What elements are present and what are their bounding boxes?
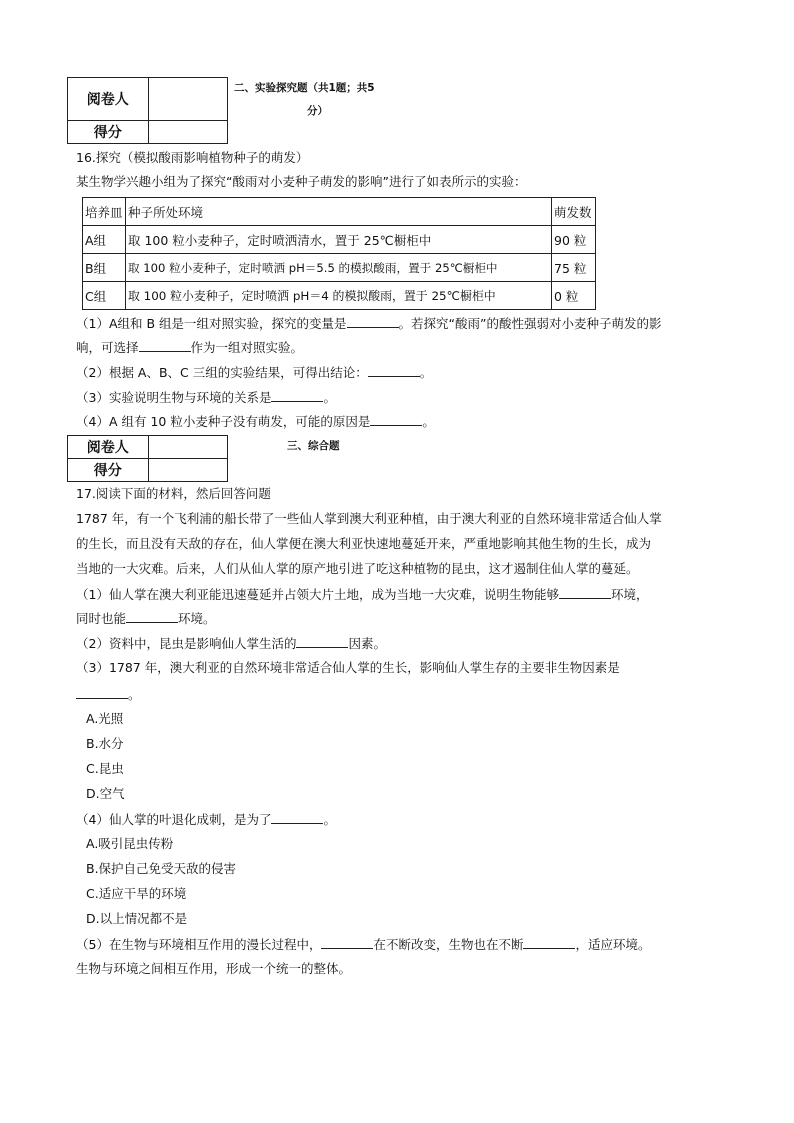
table-cell: 0 粒 bbox=[552, 282, 596, 310]
q16-intro: 某生物学兴趣小组为了探究“酸雨对小麦种子萌发的影响”进行了如表所示的实验： bbox=[76, 174, 527, 189]
q16-sub3 bbox=[76, 389, 336, 406]
q17-sub5-line2: 生物与环境之间相互作用，形成一个统一的整体。 bbox=[76, 961, 352, 976]
section-title-2 bbox=[234, 77, 414, 123]
answer-blank[interactable] bbox=[347, 315, 399, 328]
answer-blank[interactable] bbox=[271, 811, 323, 824]
q16-sub1-text-b: 。若探究“酸雨”的酸性强弱对小麦种子萌发的影 bbox=[398, 316, 662, 331]
q16-sub1-line2 bbox=[76, 339, 303, 356]
grader-label: 阅卷人 bbox=[68, 436, 149, 459]
answer-blank[interactable] bbox=[271, 389, 323, 402]
score-label: 得分 bbox=[68, 121, 149, 144]
q17-sub1-text-c: 同时也能 bbox=[76, 611, 127, 626]
q17-passage-line1: 1787 年，有一个飞利浦的船长带了一些仙人掌到澳大利亚种植，由于澳大利亚的自然环境非常适合仙人掌 bbox=[76, 511, 662, 526]
q17-sub1-text-d: 环境。 bbox=[178, 611, 216, 626]
q16-sub1-text-a: （1）A组和 B 组是一组对照实验，探究的变量是 bbox=[76, 316, 347, 331]
table-header-cell: 种子所处环境 bbox=[126, 198, 552, 226]
answer-blank[interactable] bbox=[126, 610, 178, 623]
table-cell: 90 粒 bbox=[552, 226, 596, 254]
table-cell: 取 100 粒小麦种子，定时喷洒清水，置于 25℃橱柜中 bbox=[126, 226, 552, 254]
score-label: 得分 bbox=[68, 459, 149, 482]
q16-title: 16.探究（模拟酸雨影响植物种子的萌发） bbox=[76, 150, 309, 165]
answer-blank[interactable] bbox=[139, 339, 191, 352]
table-header-cell: 培养皿 bbox=[83, 198, 126, 226]
q16-sub4-text-a: （4）A 组有 10 粒小麦种子没有萌发，可能的原因是 bbox=[76, 414, 371, 429]
q17-sub2-text-a: （2）资料中，昆虫是影响仙人掌生活的 bbox=[76, 636, 297, 651]
table-cell: 取 100 粒小麦种子，定时喷洒 pH＝5.5 的模拟酸雨，置于 25℃橱柜中 bbox=[126, 254, 552, 282]
grader-cell[interactable] bbox=[148, 78, 227, 121]
table-cell: A组 bbox=[83, 226, 126, 254]
answer-blank[interactable] bbox=[523, 936, 575, 949]
q17-sub1-line1 bbox=[76, 586, 648, 603]
q17-title: 17.阅读下面的材料，然后回答问题 bbox=[76, 486, 271, 501]
grader-label: 阅卷人 bbox=[68, 78, 149, 121]
q16-sub2-text-b: 。 bbox=[419, 365, 433, 380]
option-a[interactable]: A.吸引昆虫传粉 bbox=[86, 836, 174, 851]
answer-blank[interactable] bbox=[76, 686, 128, 699]
q16-sub2 bbox=[76, 364, 432, 381]
table-header-cell: 萌发数 bbox=[552, 198, 596, 226]
q16-sub1-text-d: 作为一组对照实验。 bbox=[190, 340, 304, 355]
q17-sub3-text-b: 。 bbox=[128, 687, 141, 702]
q17-sub4 bbox=[76, 811, 336, 828]
experiment-table bbox=[82, 197, 596, 310]
answer-blank[interactable] bbox=[296, 635, 348, 648]
option-b[interactable]: B.水分 bbox=[86, 736, 124, 751]
q17-sub2 bbox=[76, 635, 386, 652]
table-row bbox=[83, 254, 596, 282]
table-cell: 75 粒 bbox=[552, 254, 596, 282]
section-title-line1: 二、实验探究题（共1题；共5 bbox=[234, 82, 375, 94]
q17-sub4-text-a: （4）仙人掌的叶退化成刺，是为了 bbox=[76, 812, 272, 827]
option-c[interactable]: C.昆虫 bbox=[86, 761, 124, 776]
table-header-row bbox=[83, 198, 596, 226]
answer-blank[interactable] bbox=[321, 936, 373, 949]
option-b[interactable]: B.保护自己免受天敌的侵害 bbox=[86, 861, 237, 876]
q16-sub3-text-b: 。 bbox=[323, 390, 336, 405]
q17-sub5-text-a: （5）在生物与环境相互作用的漫长过程中， bbox=[76, 937, 322, 952]
q16-sub2-text-a: （2）根据 A、B、C 三组的实验结果，可得出结论： bbox=[76, 365, 368, 380]
table-cell: C组 bbox=[83, 282, 126, 310]
q17-sub1-text-a: （1）仙人掌在澳大利亚能迅速蔓延并占领大片土地，成为当地一大灾难，说明生物能够 bbox=[76, 587, 559, 602]
answer-blank[interactable] bbox=[370, 413, 422, 426]
q17-sub3-line2 bbox=[76, 686, 141, 703]
table-cell: 取 100 粒小麦种子，定时喷洒 pH＝4 的模拟酸雨，置于 25℃橱柜中 bbox=[126, 282, 552, 310]
option-d[interactable]: D.空气 bbox=[86, 786, 125, 801]
q16-sub4 bbox=[76, 413, 435, 430]
score-cell[interactable] bbox=[148, 121, 227, 144]
option-d[interactable]: D.以上情况都不是 bbox=[86, 911, 188, 926]
q17-sub5-text-b: 在不断改变，生物也在不断 bbox=[373, 937, 524, 952]
option-c[interactable]: C.适应干旱的环境 bbox=[86, 886, 187, 901]
q17-sub1-line2 bbox=[76, 610, 216, 627]
answer-blank[interactable] bbox=[559, 586, 611, 599]
q16-sub1-line1 bbox=[76, 315, 661, 332]
q16-sub4-text-b: 。 bbox=[422, 414, 435, 429]
section-title-3: 三、综合题 bbox=[287, 440, 340, 452]
q16-sub1-text-c: 响，可选择 bbox=[76, 340, 139, 355]
q17-sub5-text-c: ，适应环境。 bbox=[575, 937, 651, 952]
score-cell[interactable] bbox=[148, 459, 227, 482]
q17-passage-line3: 当地的一大灾难。后来，人们从仙人掌的原产地引进了吃这种植物的昆虫，这才遏制住仙人掌的蔓延。 bbox=[76, 561, 639, 576]
q17-passage-line2: 的生长，而且没有天敌的存在，仙人掌便在澳大利亚快速地蔓延开来，严重地影响其他生物的生长，成为 bbox=[76, 536, 652, 551]
option-a[interactable]: A.光照 bbox=[86, 711, 124, 726]
grader-table-section3 bbox=[67, 435, 228, 482]
table-row bbox=[83, 226, 596, 254]
q17-sub2-text-b: 因素。 bbox=[348, 636, 386, 651]
q17-sub4-text-b: 。 bbox=[323, 812, 336, 827]
q17-sub5-line1 bbox=[76, 936, 651, 953]
table-cell: B组 bbox=[83, 254, 126, 282]
grader-cell[interactable] bbox=[148, 436, 227, 459]
answer-blank[interactable] bbox=[368, 364, 420, 377]
q17-sub3-line1: （3）1787 年，澳大利亚的自然环境非常适合仙人掌的生长，影响仙人掌生存的主要非生物因素是 bbox=[76, 660, 620, 675]
grader-table-section2 bbox=[67, 77, 228, 144]
section-title-line2: 分） bbox=[307, 105, 328, 117]
q17-sub1-text-b: 环境， bbox=[610, 587, 649, 602]
table-row bbox=[83, 282, 596, 310]
q16-sub3-text-a: （3）实验说明生物与环境的关系是 bbox=[76, 390, 272, 405]
